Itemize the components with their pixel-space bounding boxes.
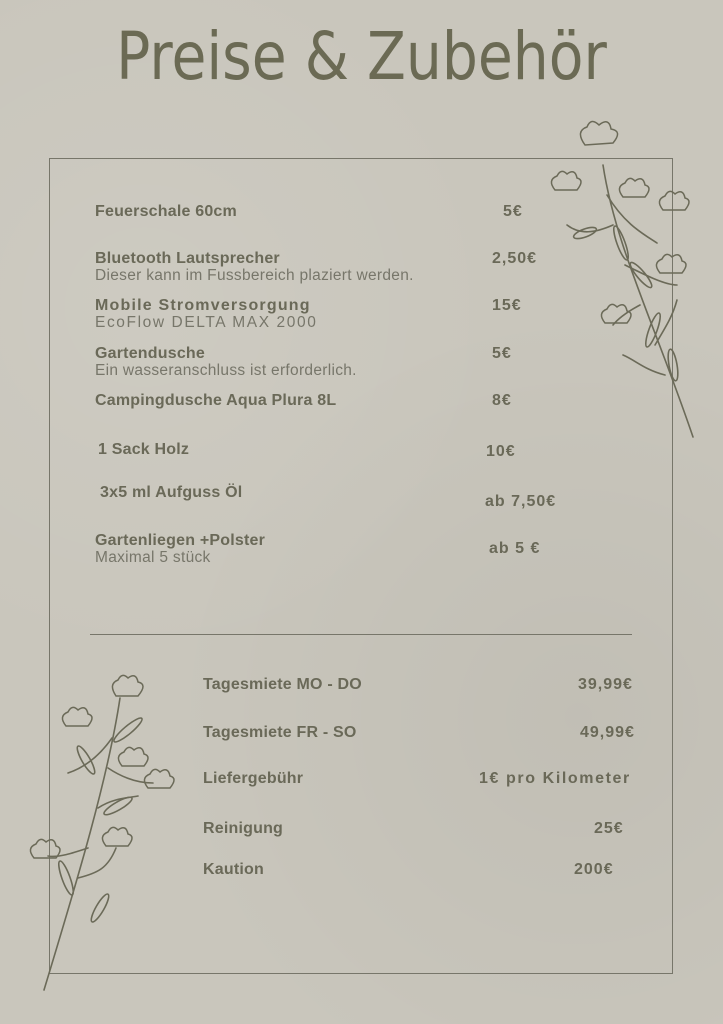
rate-price: 49,99€ [580,724,635,741]
rate-name: Kaution [203,861,264,878]
item-price: ab 5 € [489,540,541,557]
item-price: 10€ [486,443,516,460]
item-name: Campingdusche Aqua Plura 8L [95,392,337,409]
item-name: Bluetooth Lautsprecher [95,250,280,267]
item-price: ab 7,50€ [485,493,557,510]
item-price: 2,50€ [492,250,538,267]
item-description: EcoFlow DELTA MAX 2000 [95,314,318,331]
rate-price: 200€ [574,861,614,878]
section-divider [90,634,632,635]
item-name: Gartenliegen +Polster [95,532,266,549]
rate-price: 1€ pro Kilometer [479,770,631,787]
rate-price: 39,99€ [578,676,633,693]
item-price: 8€ [492,392,512,409]
item-name: Mobile Stromversorgung [95,297,311,314]
page-title: Preise & Zubehör [116,18,607,95]
item-name: Gartendusche [95,345,205,362]
item-price: 5€ [503,203,523,220]
rate-name: Tagesmiete MO - DO [203,676,362,693]
item-price: 5€ [492,345,512,362]
item-description: Maximal 5 stück [95,549,211,566]
flower-branch-icon [545,125,705,445]
rate-price: 25€ [594,820,624,837]
item-name: 3x5 ml Aufguss Öl [100,484,243,501]
rate-name: Reinigung [203,820,284,837]
item-name: Feuerschale 60cm [95,203,237,220]
flower-branch-icon [28,678,178,998]
rate-name: Liefergebühr [203,770,304,787]
rate-name: Tagesmiete FR - SO [203,724,357,741]
item-price: 15€ [492,297,522,314]
item-description: Dieser kann im Fussbereich plaziert werden. [95,267,414,284]
item-description: Ein wasseranschluss ist erforderlich. [95,362,357,379]
item-name: 1 Sack Holz [98,441,190,458]
